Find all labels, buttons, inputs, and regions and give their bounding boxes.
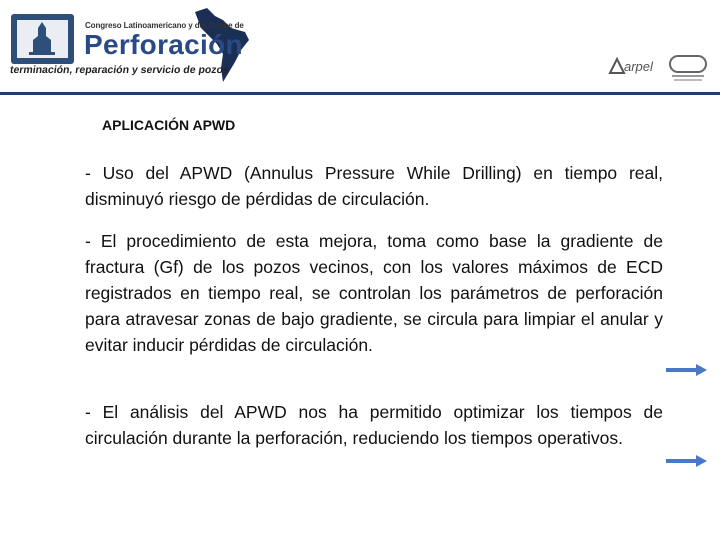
right-arrow-icon[interactable] [666, 363, 708, 377]
bullet-paragraph-2: - El procedimiento de esta mejora, toma como base la gradiente de fractura (Gf) de los pozos vecinos, con los valores máximos de ECD registrados en tiempo real, se controlan los parámetros de perforación para atravesar zonas de bajo gradiente, se circula para limpiar el anular y evitar inducir pérdidas de circulación. [85, 231, 663, 355]
slide-title: APLICACIÓN APWD [102, 117, 236, 133]
congress-line: Congreso Latinoamericano y del Caribe de [85, 21, 244, 30]
header-divider [0, 92, 720, 95]
bullet-paragraph-3: - El análisis del APWD nos ha permitido optimizar los tiempos de circulación durante la perforación, reduciendo los tiempos operativos. [85, 402, 663, 448]
brand-tagline: terminación, reparación y servicio de pozos [9, 64, 230, 76]
bullet-paragraph-1: - Uso del APWD (Annulus Pressure While Drilling) en tiempo real, disminuyó riesgo de pérdidas de circulación. [85, 163, 663, 209]
ipp-logo-icon [668, 54, 708, 82]
partner-logo-text: arpel [624, 59, 653, 74]
right-arrow-icon[interactable] [666, 454, 708, 468]
slide-header [0, 0, 720, 92]
drilling-rig-icon [11, 14, 74, 64]
brand-title: Perforación [84, 29, 243, 60]
